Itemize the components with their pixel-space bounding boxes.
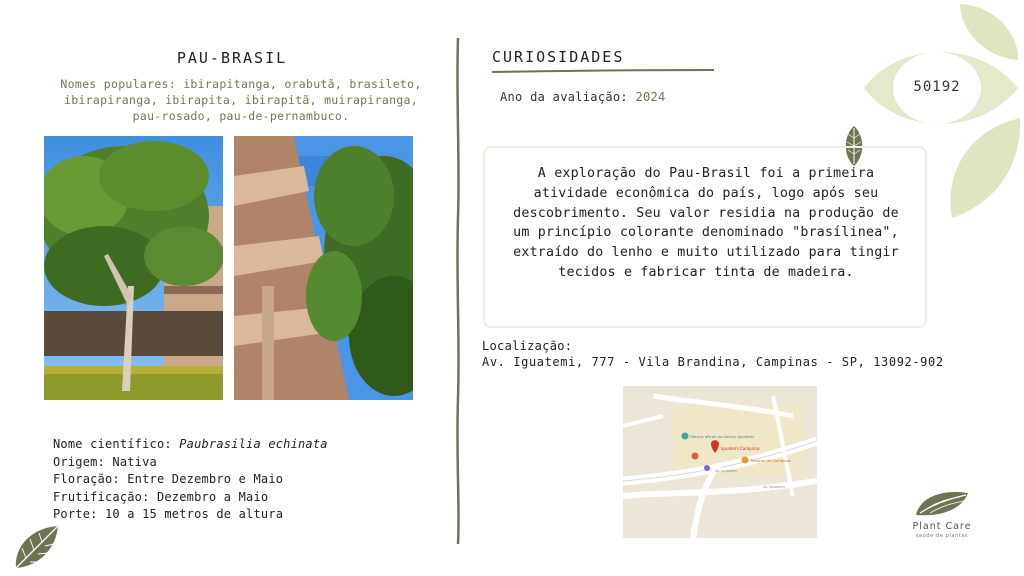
evaluation-code: 50192 <box>913 79 961 95</box>
curiosity-text: A exploração do Pau-Brasil foi a primeira atividade econômica do país, logo após seu descobrimento. Seu valor residia na produção de um princípio colorante denominado "brasílinea", extraído do lenho e muito utilizado para tingir tecidos e fabricar tinta de madeira. <box>513 166 899 280</box>
map-pin-icon[interactable] <box>742 457 749 464</box>
leaf-icon <box>960 4 1018 60</box>
map-label: Iguatemi Campinas <box>721 446 760 451</box>
decorative-leaves <box>860 0 1024 222</box>
origin: Origem: Nativa <box>53 454 157 469</box>
curiosities-title: CURIOSIDADES <box>492 48 625 66</box>
location-address: Av. Iguatemi, 777 - Vila Brandina, Campinas - SP, 13092-902 <box>482 355 944 369</box>
map-pin-icon[interactable] <box>692 453 699 460</box>
plant-info <box>53 436 328 524</box>
scientific-name-value: Paubrasilia echinata <box>179 437 328 451</box>
size: Porte: 10 a 15 metros de altura <box>53 507 284 521</box>
brand-name: Plant Care <box>912 521 972 532</box>
map-label: Tribunal do Campinas <box>750 458 791 463</box>
map-pin-icon[interactable] <box>704 465 710 471</box>
location-label: Localização: <box>482 339 573 353</box>
year-label: Ano da avaliação: <box>500 90 636 104</box>
plant-care-logo-icon <box>914 487 970 519</box>
scientific-name <box>53 436 328 454</box>
brand-tagline: saúde de plantas <box>915 533 969 539</box>
year-value: 2024 <box>635 90 666 104</box>
column-divider <box>455 38 461 544</box>
leaf-icon <box>12 524 60 570</box>
tree-photo-1 <box>44 136 223 400</box>
title-underline <box>492 68 714 74</box>
flowering: Floração: Entre Dezembro e Maio <box>53 472 284 486</box>
scientific-name-label: Nome científico: <box>53 437 180 451</box>
evaluation-year <box>500 90 666 104</box>
map-pin-icon[interactable] <box>682 433 689 440</box>
fruiting: Frutificação: Dezembro a Maio <box>53 489 269 504</box>
tree-photo-2 <box>234 136 413 400</box>
map-label: Av. Iguatemi <box>715 469 737 473</box>
popular-names: Nomes populares: ibirapitanga, orabutã, brasileto, ibirapiranga, ibirapita, ibirapitã, muirapiranga, pau-rosado, pau-de-pernambuco. <box>60 77 422 123</box>
map-label: Av. Iguatemi <box>763 485 785 489</box>
map-label: Fábrica oficial do Galaxy Iguatemi <box>690 434 755 439</box>
location-map[interactable] <box>623 386 817 538</box>
plant-title: PAU-BRASIL <box>176 49 288 67</box>
leaf-icon <box>951 118 1021 218</box>
